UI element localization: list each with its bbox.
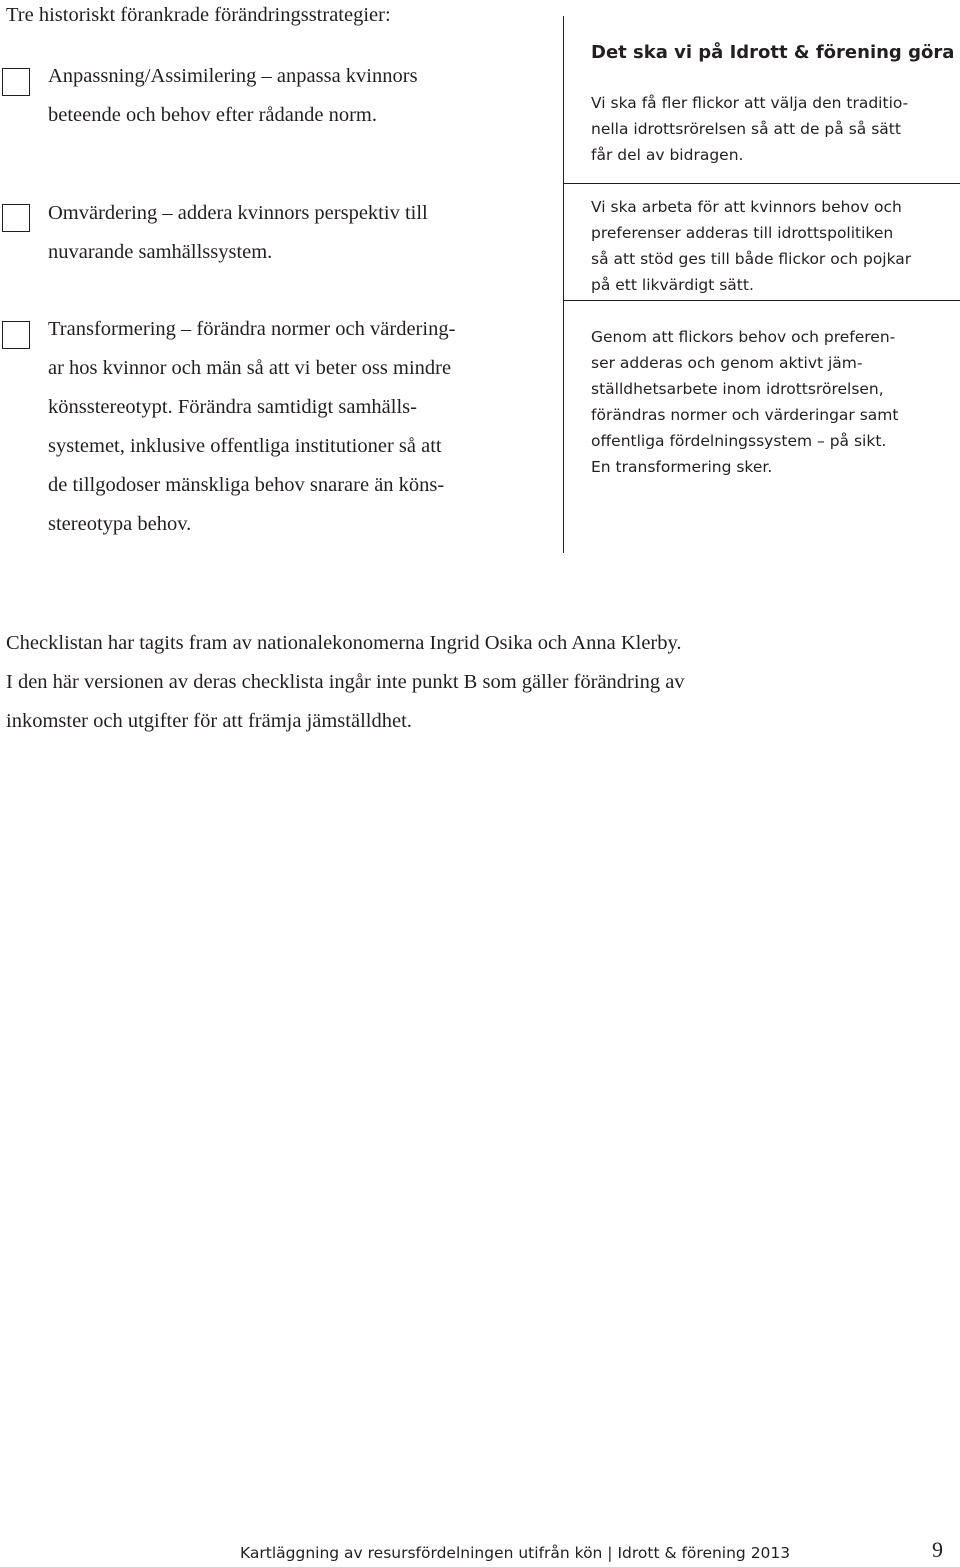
page-number: 9	[932, 1537, 943, 1562]
action-line: på ett likvärdigt sätt.	[591, 276, 754, 294]
credits-paragraph	[6, 624, 685, 741]
action-line: så att stöd ges till både flickor och pojkar	[591, 250, 912, 268]
action-line: ställdhetsarbete inom idrottsrörelsen,	[591, 380, 884, 398]
action-line: offentliga fördelningssystem – på sikt.	[591, 432, 887, 450]
strategy-transformation	[48, 310, 523, 544]
action-line: nella idrottsrörelsen så att de på så sätt	[591, 120, 901, 138]
action-paragraph-revaluation	[591, 194, 956, 298]
footer-title: Kartläggning av resursfördelningen utifrån kön | Idrott & förening 2013	[240, 1544, 791, 1562]
credits-line: Checklistan har tagits fram av nationalekonomerna Ingrid Osika och Anna Klerby.	[6, 632, 682, 654]
strategy-line: stereotypa behov.	[48, 513, 192, 535]
action-line: preferenser adderas till idrottspolitiken	[591, 224, 894, 242]
strategy-revaluation	[48, 194, 523, 272]
strategy-line: systemet, inklusive offentliga institutioner så att	[48, 435, 442, 457]
strategy-line: Anpassning/Assimilering – anpassa kvinnors	[48, 65, 418, 87]
row-divider	[563, 183, 960, 184]
action-line: förändras normer och värderingar samt	[591, 406, 899, 424]
strategy-line: beteende och behov efter rådande norm.	[48, 104, 377, 126]
column-divider	[563, 16, 564, 553]
checkbox-revaluation[interactable]	[2, 204, 30, 232]
action-paragraph-assimilation	[591, 90, 956, 168]
action-line: En transformering sker.	[591, 458, 773, 476]
strategy-assimilation	[48, 57, 523, 135]
strategies-heading: Tre historiskt förankrade förändringsstrategier:	[6, 4, 391, 26]
strategy-line: de tillgodoser mänskliga behov snarare än köns-	[48, 474, 445, 496]
credits-line: inkomster och utgifter för att främja jämställdhet.	[6, 710, 412, 732]
strategy-line: Transformering – förändra normer och värdering-	[48, 318, 456, 340]
strategy-line: könsstereotypt. Förändra samtidigt samhälls-	[48, 396, 417, 418]
action-line: Genom att flickors behov och preferen-	[591, 328, 896, 346]
action-line: får del av bidragen.	[591, 146, 744, 164]
action-line: Vi ska få fler flickor att välja den traditio-	[591, 94, 909, 112]
row-divider	[563, 300, 960, 301]
strategy-line: ar hos kvinnor och män så att vi beter oss mindre	[48, 357, 452, 379]
action-paragraph-transformation	[591, 324, 956, 480]
checkbox-transformation[interactable]	[2, 321, 30, 349]
strategy-line: Omvärdering – addera kvinnors perspektiv till	[48, 202, 428, 224]
credits-line: I den här versionen av deras checklista ingår inte punkt B som gäller förändring av	[6, 671, 685, 693]
strategy-line: nuvarande samhällssystem.	[48, 241, 273, 263]
checkbox-assimilation[interactable]	[2, 68, 30, 96]
actions-heading: Det ska vi på Idrott & förening göra	[591, 42, 955, 63]
action-line: ser adderas och genom aktivt jäm-	[591, 354, 863, 372]
action-line: Vi ska arbeta för att kvinnors behov och	[591, 198, 902, 216]
